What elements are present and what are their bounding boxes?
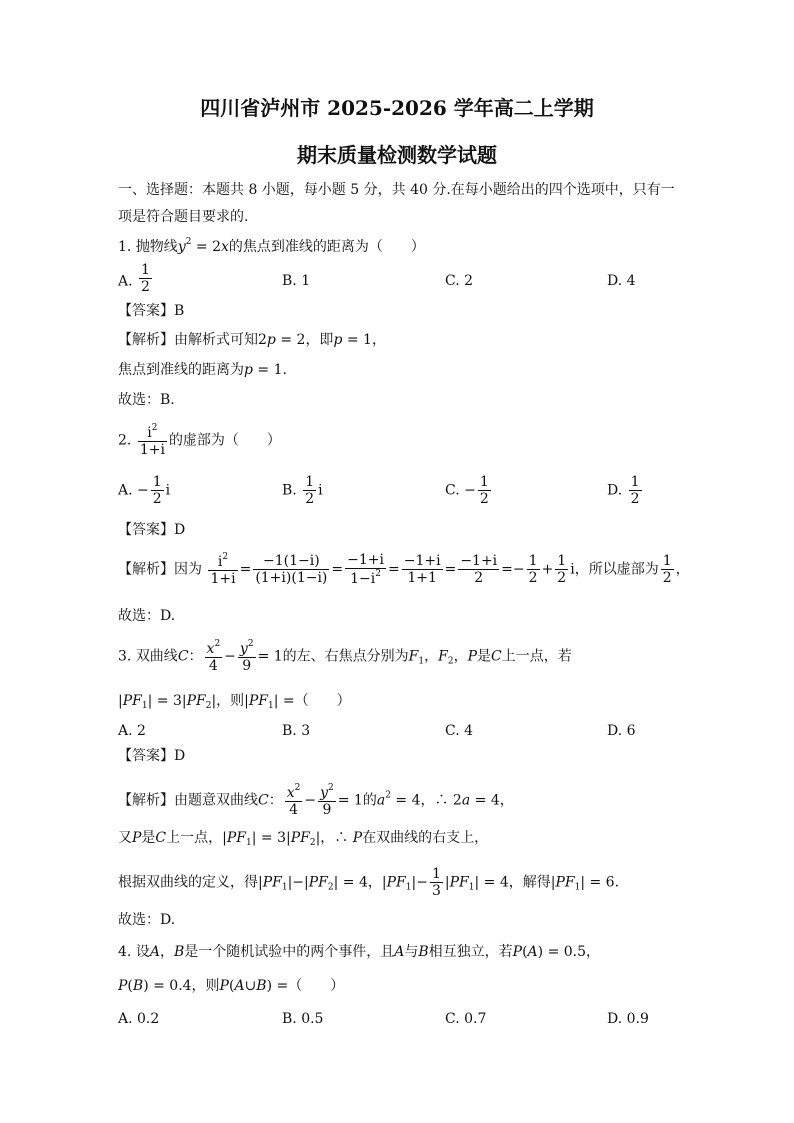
section-heading-line-2: 项是符合题目要求的. xyxy=(118,209,249,225)
question-text: 抛物线 xyxy=(135,239,178,255)
option-a: A. $\frac{1}{2}$ xyxy=(118,262,150,296)
option-d: D. 0.9 xyxy=(607,1011,649,1027)
question-3-line-1: 3. 双曲线C： $\frac{x^2}{4}$ − $\frac{y^2}{9}$ = 1的左、右焦点分别为$F_1$，$F_2$，P是C上一点，若 xyxy=(118,639,572,675)
title-line-1: 四川省泸州市 2025-2026 学年高二上学期 xyxy=(200,96,594,120)
option-c: C. 0.7 xyxy=(445,1011,487,1027)
option-a: A. 2 xyxy=(118,723,146,739)
question-text: 的焦点到准线的距离为（ ） xyxy=(228,239,425,255)
q1-analysis-line-1: 【解析】由解析式可知2p = 2，即p = 1， xyxy=(118,332,386,348)
option-d: D. $\frac{1}{2}$ xyxy=(607,474,640,508)
q1-answer: 【答案】B xyxy=(118,303,185,319)
option-b: B. 3 xyxy=(282,723,311,739)
q3-analysis-line-1: 【解析】由题意双曲线C： $\frac{x^2}{4}$ − $\frac{y^2}{9}$ = 1的$a^2 = 4$，∴ 2a = 4， xyxy=(118,783,514,819)
q3-answer: 【答案】D xyxy=(118,748,186,764)
option-d: D. 6 xyxy=(607,723,636,739)
question-2: 2. $\frac{i^2}{1+i}$ 的虚部为（ ） xyxy=(118,423,281,459)
q1-analysis-line-2: 焦点到准线的距离为p = 1. xyxy=(118,362,287,378)
question-number: 1. xyxy=(118,239,132,255)
q2-analysis: 【解析】因为 $\frac{i^2}{1+i}$ = $\frac{-1(1-i)}{(1+i)(1-i)}$ = $\frac{-1+i}{1-i^2}$ = $\frac{-1+i}{1+1}$ = $\frac{-1+i}{2}$ =− $\frac{1}{2}$ + $\frac{1}{2}$ i，所以虚部为 $\frac{1}{2}$ ， xyxy=(118,552,690,588)
option-b: B. 1 xyxy=(282,273,311,289)
question-3-line-2: $|PF_1| = 3|PF_2|$，则$|PF_1|$ =（ ） xyxy=(118,693,351,711)
option-b: B. $\frac{1}{2}$ i xyxy=(282,474,323,508)
q3-choice: 故选：D. xyxy=(118,912,176,928)
question-4-line-1: 4. 设A，B是一个随机试验中的两个事件，且A与B相互独立，若P(A) = 0.5， xyxy=(118,944,601,960)
title-line-2: 期末质量检测数学试题 xyxy=(297,143,497,167)
option-d: D. 4 xyxy=(607,273,636,289)
question-1: 1. 抛物线$y^2 = 2x$的焦点到准线的距离为（ ） xyxy=(118,237,425,255)
q3-analysis-line-3: 根据双曲线的定义，得$|PF_1|-|PF_2| = 4$，$|PF_1|-$ $\frac{1}{3}$ $|PF_1| = 4$，解得$|PF_1| = 6$. xyxy=(118,866,620,900)
question-4-line-2: P(B) = 0.4，则P(A∪B) =（ ） xyxy=(118,978,345,994)
option-a: A. 0.2 xyxy=(118,1011,160,1027)
option-c: C. 2 xyxy=(445,273,474,289)
q2-choice: 故选：D. xyxy=(118,608,176,624)
q2-answer: 【答案】D xyxy=(118,522,186,538)
q1-choice: 故选：B. xyxy=(118,392,175,408)
option-c: C. 4 xyxy=(445,723,474,739)
section-heading-line-1: 一、选择题：本题共 8 小题，每小题 5 分，共 40 分.在每小题给出的四个选项中，只有一 xyxy=(118,182,675,198)
option-b: B. 0.5 xyxy=(282,1011,324,1027)
option-c: C. − $\frac{1}{2}$ xyxy=(445,474,489,508)
q3-analysis-line-2: 又P是C上一点，$|PF_1| = 3|PF_2|$，∴ P在双曲线的右支上， xyxy=(118,830,489,848)
option-a: A. − $\frac{1}{2}$ i xyxy=(118,474,171,508)
